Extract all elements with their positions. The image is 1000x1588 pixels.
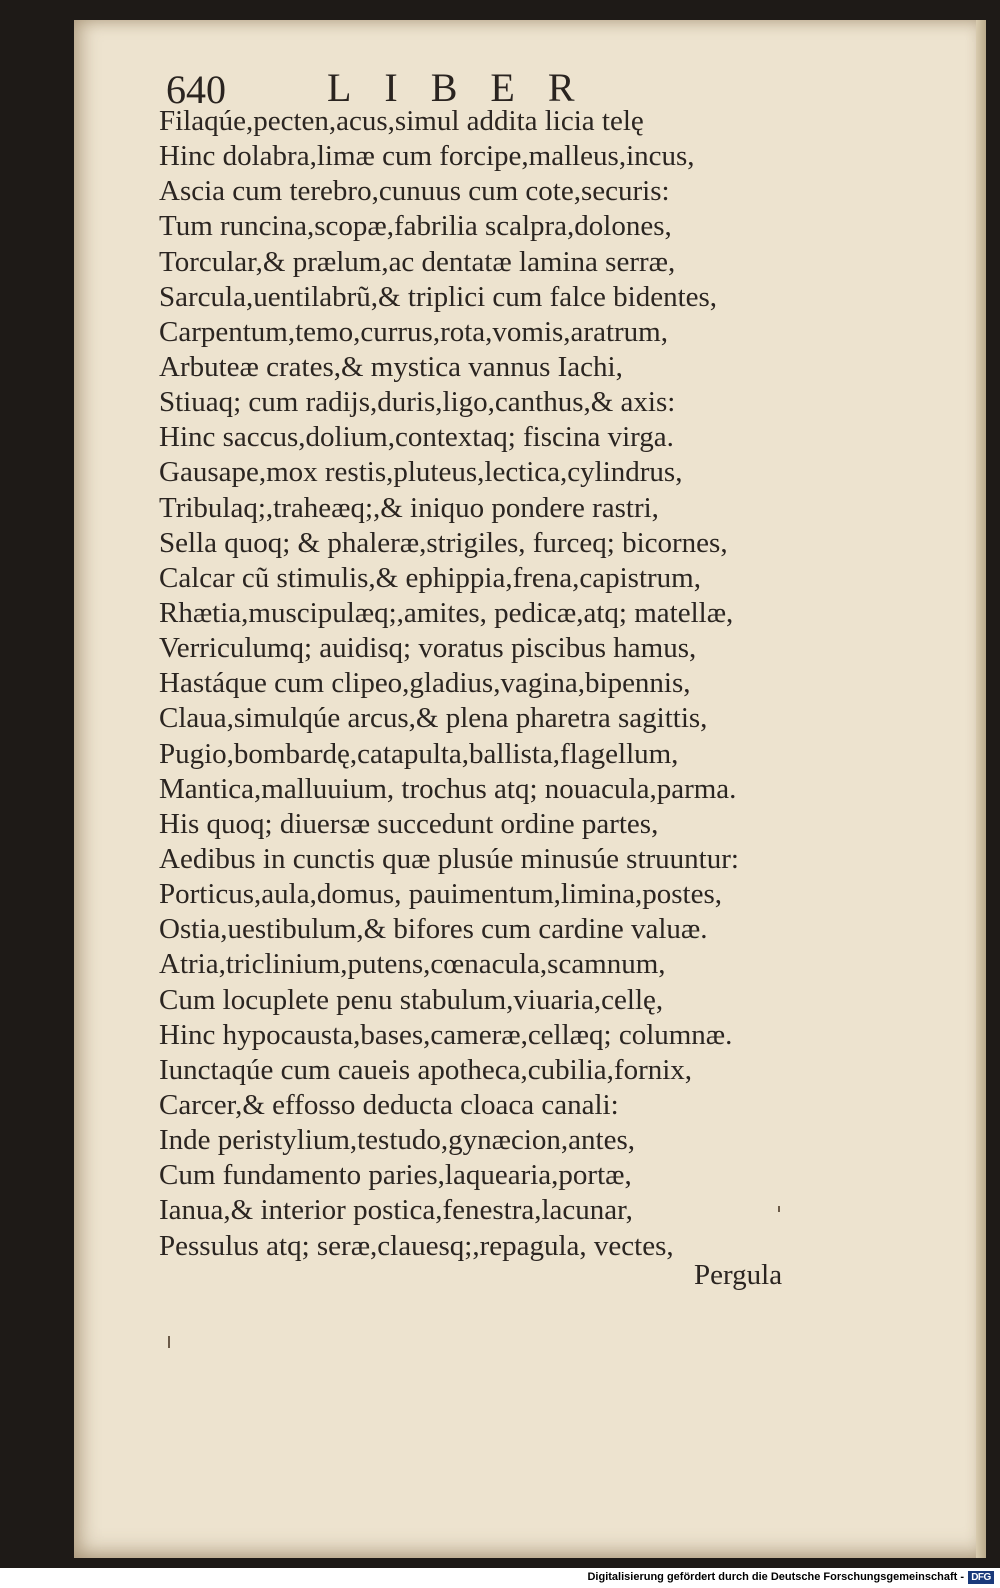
page-edge: [976, 20, 986, 1558]
running-head: LIBER: [327, 65, 608, 110]
verse-line: Stiuaq; cum radijs,duris,ligo,canthus,& axis:: [159, 386, 676, 419]
verse-line: Ostia,uestibulum,& bifores cum cardine valuæ.: [159, 913, 708, 946]
page-number: 640: [166, 67, 226, 112]
verse-line: Calcar cũ stimulis,& ephippia,frena,capistrum,: [159, 561, 701, 594]
verse-text: [159, 104, 919, 1264]
verse-line: Tribulaq;,traheæq;,& iniquo pondere rastri,: [159, 491, 659, 524]
verse-line: Atria,triclinium,putens,cœnacula,scamnum,: [159, 948, 666, 981]
verse-line: Cum locuplete penu stabulum,viuaria,cellę,: [159, 983, 664, 1016]
verse-line: Pessulus atq; seræ,clauesq;,repagula, vectes,: [159, 1229, 674, 1262]
verse-line: Pugio,bombardę,catapulta,ballista,flagellum,: [159, 737, 679, 770]
verse-line: Cum fundamento paries,laquearia,portæ,: [159, 1159, 632, 1192]
verse-line: Gausape,mox restis,pluteus,lectica,cylindrus,: [159, 456, 683, 489]
verse-line: Tum runcina,scopæ,fabrilia scalpra,dolones,: [159, 210, 672, 243]
dfg-logo[interactable]: DFG: [968, 1571, 994, 1584]
catchword: Pergula: [694, 1259, 783, 1291]
verse-line: Rhætia,muscipulæq;,amites, pedicæ,atq; matellæ,: [159, 596, 734, 629]
verse-line: His quoq; diuersæ succedunt ordine partes,: [159, 807, 659, 840]
verse-line: Hastáque cum clipeo,gladius,vagina,bipennis,: [159, 667, 691, 700]
margin-mark: [778, 1206, 780, 1212]
verse-line: Ianua,& interior postica,fenestra,lacunar,: [159, 1194, 633, 1227]
verse-line: Hinc saccus,dolium,contextaq; fiscina virga.: [159, 421, 674, 454]
verse-line: Aedibus in cunctis quæ plusúe minusúe struuntur:: [159, 842, 739, 875]
verse-line: Ascia cum terebro,cunuus cum cote,securis:: [159, 175, 670, 208]
verse-line: Inde peristylium,testudo,gynæcion,antes,: [159, 1124, 636, 1157]
margin-mark: [168, 1336, 170, 1348]
verse-line: Torcular,& prælum,ac dentatæ lamina serræ,: [159, 245, 676, 278]
verse-line: Sella quoq; & phaleræ,strigiles, furceq; bicornes,: [159, 526, 728, 559]
verse-line: Filaqúe,pecten,acus,simul addita licia telę: [159, 105, 644, 137]
verse-line: Verriculumq; auidisq; voratus piscibus hamus,: [159, 632, 697, 665]
verse-line: Sarcula,uentilabrũ,& triplici cum falce bidentes,: [159, 280, 718, 313]
verse-line: Mantica,malluuium, trochus atq; nouacula,parma.: [159, 772, 737, 805]
verse-line: Iunctaqúe cum caueis apotheca,cubilia,fornix,: [159, 1053, 693, 1086]
verse-line: Porticus,aula,domus, pauimentum,limina,postes,: [159, 878, 723, 911]
verse-line: Carpentum,temo,currus,rota,vomis,aratrum,: [159, 315, 668, 348]
verse-line: Claua,simulqúe arcus,& plena pharetra sagittis,: [159, 702, 708, 735]
footer-credit: Digitalisierung gefördert durch die Deutsche Forschungsgemeinschaft -: [587, 1571, 964, 1583]
footer-bar: [0, 1568, 1000, 1588]
verse-line: Arbuteæ crates,& mystica vannus Iachi,: [159, 350, 623, 383]
verse-line: Carcer,& effosso deducta cloaca canali:: [159, 1088, 619, 1121]
verse-line: Hinc hypocausta,bases,cameræ,cellæq; columnæ.: [159, 1018, 733, 1051]
verse-line: Hinc dolabra,limæ cum forcipe,malleus,incus,: [159, 140, 695, 173]
